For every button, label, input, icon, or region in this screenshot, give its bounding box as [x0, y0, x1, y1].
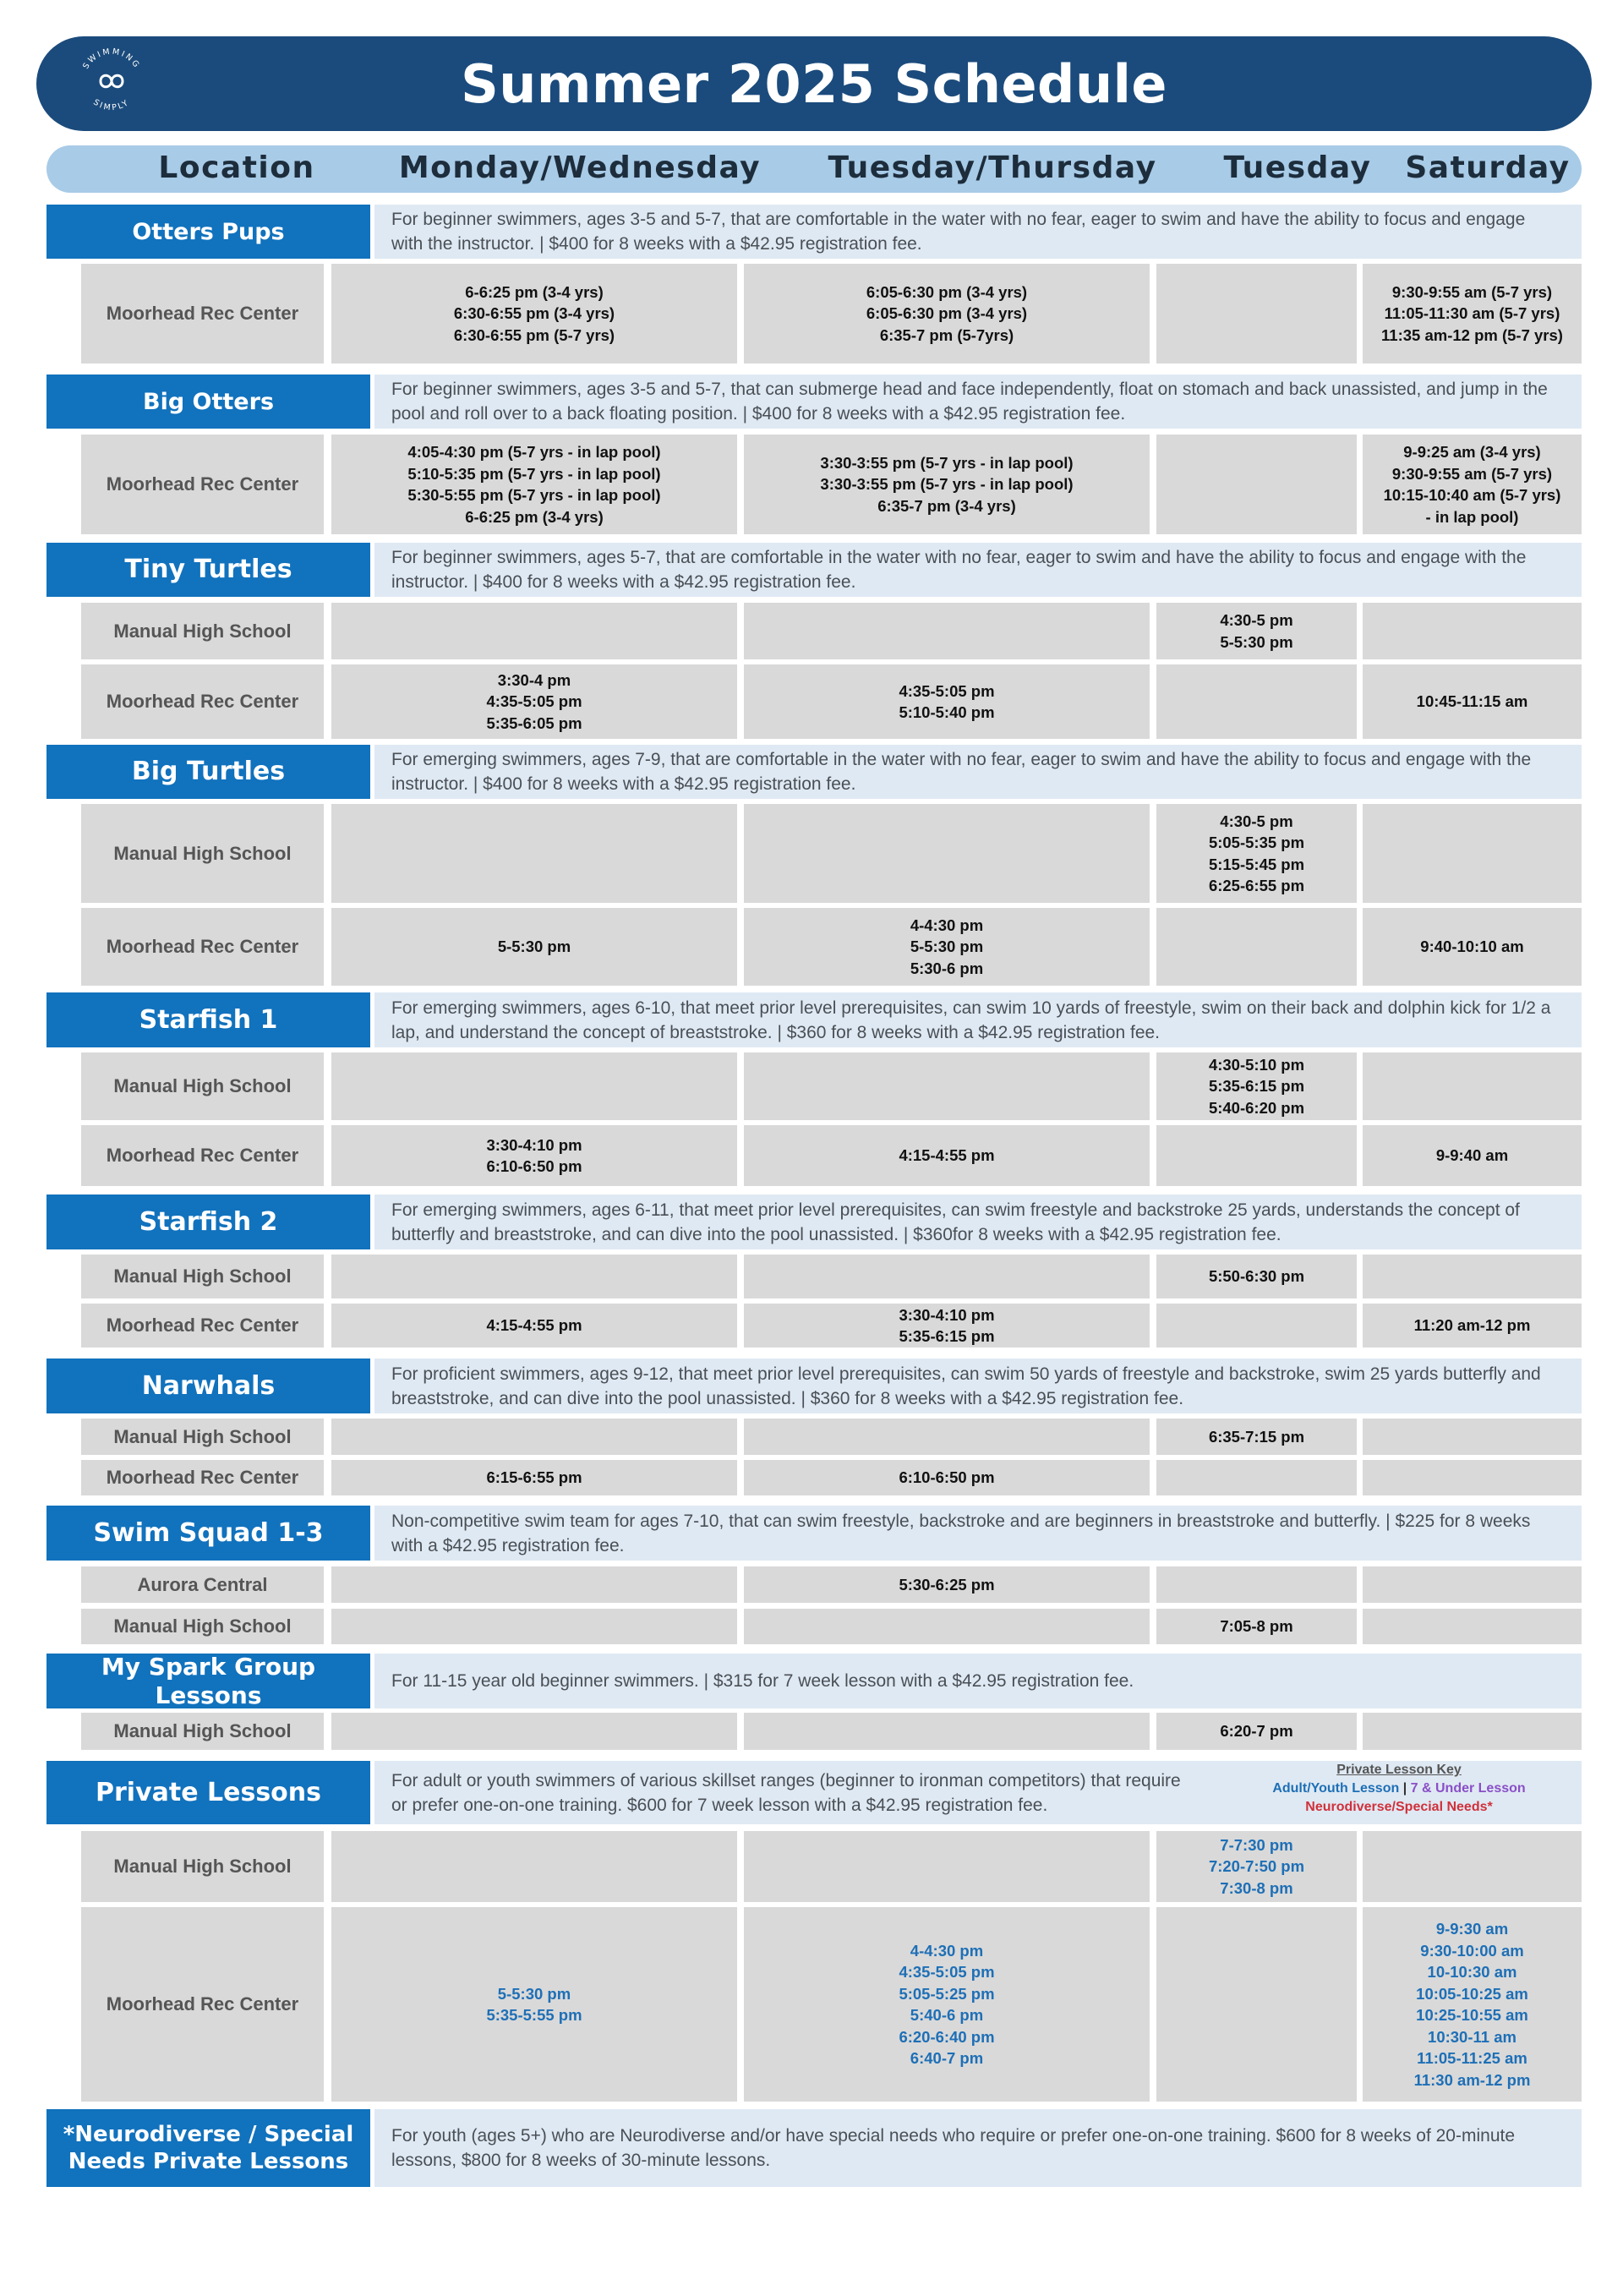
page-title: Summer 2025 Schedule [461, 52, 1167, 115]
section-description-big-turtles: For emerging swimmers, ages 7-9, that are comfortable in the water with no fear, eager to swim and have the ability to focus and engage with the instructor. | $400 for 8 weeks with a $42.95 registration fee. [374, 745, 1582, 799]
schedule-cell-sat [1363, 804, 1582, 903]
section-description-private-lessons: For adult or youth swimmers of various skillset ranges (beginner to ironman competitors) that require or prefer one-on-one training. $600 for 7 week lesson with a $42.95 registration fee. [374, 1761, 1582, 1824]
section-description-tiny-turtles: For beginner swimmers, ages 5-7, that are comfortable in the water with no fear, eager to swim and have the ability to focus and engage with the instructor. | $400 for 8 weeks with a $42.95 registration fee. [374, 543, 1582, 597]
location-cell: Moorhead Rec Center [81, 908, 324, 986]
schedule-cell-sat [1363, 1460, 1582, 1495]
schedule-cell-tuethu: 3:30-4:10 pm 5:35-6:15 pm [744, 1304, 1150, 1348]
column-tuesday: Tuesday [1223, 150, 1372, 185]
schedule-cell-tuethu: 5:30-6:25 pm [744, 1566, 1150, 1603]
section-title-starfish-1: Starfish 1 [46, 992, 370, 1047]
swimming-simply-logo-icon [73, 42, 150, 120]
schedule-cell-sat [1363, 1419, 1582, 1455]
schedule-cell-tuethu [744, 603, 1150, 659]
section-title-otters-pups: Otters Pups [46, 205, 370, 259]
schedule-cell-monwed: 4:05-4:30 pm (5-7 yrs - in lap pool) 5:10-5:35 pm (5-7 yrs - in lap pool) 5:30-5:55 pm (5-7 yrs - in lap pool) 6-6:25 pm (3-4 yrs) [331, 435, 737, 534]
section-description-starfish-2: For emerging swimmers, ages 6-11, that meet prior level prerequisites, can swim freestyle and backstroke 25 yards, understands the concept of butterfly and breaststroke, and can dive into the pool unassisted. | $360for 8 weeks with a $42.95 registration fee. [374, 1194, 1582, 1249]
schedule-cell-tue [1156, 264, 1357, 364]
section-title-private-lessons: Private Lessons [46, 1761, 370, 1824]
schedule-cell-monwed: 6:15-6:55 pm [331, 1460, 737, 1495]
schedule-cell-tue [1156, 1460, 1357, 1495]
schedule-cell-tuethu [744, 1052, 1150, 1120]
schedule-cell-monwed [331, 804, 737, 903]
schedule-cell-tuethu [744, 1713, 1150, 1750]
schedule-cell-sat [1363, 1255, 1582, 1298]
schedule-cell-tuethu: 4:15-4:55 pm [744, 1125, 1150, 1186]
schedule-cell-sat: 9:30-9:55 am (5-7 yrs) 11:05-11:30 am (5-7 yrs) 11:35 am-12 pm (5-7 yrs) [1363, 264, 1582, 364]
schedule-cell-monwed [331, 1052, 737, 1120]
column-monday-wednesday: Monday/Wednesday [398, 150, 762, 185]
schedule-cell-sat [1363, 1713, 1582, 1750]
schedule-cell-tue [1156, 1125, 1357, 1186]
location-cell: Manual High School [81, 1831, 324, 1902]
schedule-cell-monwed [331, 603, 737, 659]
section-title-swim-squad-1-3: Swim Squad 1-3 [46, 1506, 370, 1561]
schedule-cell-tuethu: 4-4:30 pm 4:35-5:05 pm 5:05-5:25 pm 5:40-6 pm 6:20-6:40 pm 6:40-7 pm [744, 1907, 1150, 2102]
key-neurodiverse: Neurodiverse/Special Needs* [1305, 1800, 1493, 1814]
key-adult-youth: Adult/Youth Lesson [1272, 1781, 1400, 1796]
schedule-cell-monwed: 4:15-4:55 pm [331, 1304, 737, 1348]
schedule-cell-monwed [331, 1255, 737, 1298]
location-cell: Manual High School [81, 1713, 324, 1750]
schedule-cell-monwed: 6-6:25 pm (3-4 yrs) 6:30-6:55 pm (3-4 yrs) 6:30-6:55 pm (5-7 yrs) [331, 264, 737, 364]
schedule-cell-monwed [331, 1713, 737, 1750]
section-description-my-spark-group-lessons: For 11-15 year old beginner swimmers. | $315 for 7 week lesson with a $42.95 registration fee. [374, 1654, 1582, 1708]
section-title-tiny-turtles: Tiny Turtles [46, 543, 370, 597]
location-cell: Moorhead Rec Center [81, 1304, 324, 1348]
schedule-cell-monwed: 5-5:30 pm 5:35-5:55 pm [331, 1907, 737, 2102]
section-description-swim-squad-1-3: Non-competitive swim team for ages 7-10, that can swim freestyle, backstroke and are beginners in breaststroke and butterfly. | $225 for 8 weeks with a $42.95 registration fee. [374, 1506, 1582, 1561]
schedule-cell-tuethu: 3:30-3:55 pm (5-7 yrs - in lap pool) 3:30-3:55 pm (5-7 yrs - in lap pool) 6:35-7 pm (3-4 yrs) [744, 435, 1150, 534]
section-description-narwhals: For proficient swimmers, ages 9-12, that meet prior level prerequisites, can swim 50 yards of freestyle and backstroke, swim 25 yards butterfly and breaststroke, and can dive into the pool unassisted. | $360 for 8 weeks with a $42.95 registration fee. [374, 1358, 1582, 1413]
schedule-cell-sat: 11:20 am-12 pm [1363, 1304, 1582, 1348]
schedule-cell-sat: 9-9:40 am [1363, 1125, 1582, 1186]
schedule-cell-tuethu: 6:10-6:50 pm [744, 1460, 1150, 1495]
svg-text:SIMPLY: SIMPLY [91, 97, 132, 113]
location-cell: Moorhead Rec Center [81, 1125, 324, 1186]
schedule-cell-sat: 9-9:25 am (3-4 yrs) 9:30-9:55 am (5-7 yrs) 10:15-10:40 am (5-7 yrs) - in lap pool) [1363, 435, 1582, 534]
schedule-cell-tuethu [744, 1255, 1150, 1298]
location-cell: Moorhead Rec Center [81, 664, 324, 739]
column-saturday: Saturday [1405, 150, 1571, 185]
schedule-cell-sat: 10:45-11:15 am [1363, 664, 1582, 739]
section-title-big-otters: Big Otters [46, 374, 370, 429]
column-tuesday-thursday: Tuesday/Thursday [828, 150, 1157, 185]
schedule-cell-tue [1156, 435, 1357, 534]
schedule-cell-tue: 7:05-8 pm [1156, 1609, 1357, 1644]
location-cell: Manual High School [81, 1419, 324, 1455]
section-title-big-turtles: Big Turtles [46, 745, 370, 799]
schedule-cell-sat [1363, 1609, 1582, 1644]
schedule-cell-tuethu [744, 1419, 1150, 1455]
schedule-cell-monwed: 3:30-4:10 pm 6:10-6:50 pm [331, 1125, 737, 1186]
schedule-cell-monwed [331, 1419, 737, 1455]
section-title-neurodiverse-special-needs-private-lessons: *Neurodiverse / Special Needs Private Lessons [46, 2109, 370, 2187]
schedule-cell-tue [1156, 1566, 1357, 1603]
section-description-neurodiverse-special-needs-private-lessons: For youth (ages 5+) who are Neurodiverse and/or have special needs who require or prefer one-on-one training. $600 for 8 weeks of 20-minute lessons, $800 for 8 weeks of 30-minute lessons. [374, 2109, 1582, 2187]
schedule-cell-tuethu [744, 804, 1150, 903]
location-cell: Manual High School [81, 1255, 324, 1298]
schedule-cell-monwed [331, 1609, 737, 1644]
location-cell: Manual High School [81, 603, 324, 659]
section-title-narwhals: Narwhals [46, 1358, 370, 1413]
location-cell: Manual High School [81, 804, 324, 903]
private-lesson-key [1217, 1761, 1581, 1817]
schedule-cell-tue: 5:50-6:30 pm [1156, 1255, 1357, 1298]
schedule-cell-monwed: 3:30-4 pm 4:35-5:05 pm 5:35-6:05 pm [331, 664, 737, 739]
schedule-cell-tue: 4:30-5 pm 5:05-5:35 pm 5:15-5:45 pm 6:25-6:55 pm [1156, 804, 1357, 903]
schedule-cell-tuethu: 4:35-5:05 pm 5:10-5:40 pm [744, 664, 1150, 739]
location-cell: Moorhead Rec Center [81, 435, 324, 534]
section-description-big-otters: For beginner swimmers, ages 3-5 and 5-7, that can submerge head and face independently, float on stomach and back unassisted, and jump in the pool and roll over to a back floating position. | $400 for 8 weeks with a $42.95 registration fee. [374, 374, 1582, 429]
title-bar [36, 36, 1592, 131]
schedule-cell-tue: 6:20-7 pm [1156, 1713, 1357, 1750]
schedule-cell-sat: 9-9:30 am 9:30-10:00 am 10-10:30 am 10:05-10:25 am 10:25-10:55 am 10:30-11 am 11:05-11:25 am 11:30 am-12 pm [1363, 1907, 1582, 2102]
schedule-cell-sat: 9:40-10:10 am [1363, 908, 1582, 986]
schedule-cell-tue: 4:30-5 pm 5-5:30 pm [1156, 603, 1357, 659]
schedule-cell-tue [1156, 1907, 1357, 2102]
section-description-otters-pups: For beginner swimmers, ages 3-5 and 5-7, that are comfortable in the water with no fear, eager to swim and have the ability to focus and engage with the instructor. | $400 for 8 weeks with a $42.95 registration fee. [374, 205, 1582, 259]
location-cell: Moorhead Rec Center [81, 264, 324, 364]
key-separator: | [1402, 1781, 1407, 1796]
schedule-cell-tuethu [744, 1831, 1150, 1902]
schedule-cell-tue [1156, 664, 1357, 739]
schedule-cell-sat [1363, 1052, 1582, 1120]
schedule-cell-tue: 7-7:30 pm 7:20-7:50 pm 7:30-8 pm [1156, 1831, 1357, 1902]
schedule-cell-tuethu: 4-4:30 pm 5-5:30 pm 5:30-6 pm [744, 908, 1150, 986]
schedule-cell-monwed [331, 1831, 737, 1902]
schedule-cell-sat [1363, 1831, 1582, 1902]
location-cell: Aurora Central [81, 1566, 324, 1603]
schedule-cell-tue [1156, 908, 1357, 986]
key-seven-under: 7 & Under Lesson [1410, 1781, 1526, 1796]
location-cell: Manual High School [81, 1609, 324, 1644]
location-cell: Manual High School [81, 1052, 324, 1120]
schedule-cell-tue: 6:35-7:15 pm [1156, 1419, 1357, 1455]
svg-text:SWIMMING: SWIMMING [81, 46, 142, 71]
section-title-starfish-2: Starfish 2 [46, 1194, 370, 1249]
location-cell: Moorhead Rec Center [81, 1460, 324, 1495]
schedule-cell-sat [1363, 1566, 1582, 1603]
schedule-cell-tue [1156, 1304, 1357, 1348]
column-location: Location [158, 150, 315, 185]
schedule-cell-tuethu [744, 1609, 1150, 1644]
key-title: Private Lesson Key [1336, 1763, 1462, 1777]
schedule-cell-sat [1363, 603, 1582, 659]
schedule-cell-tuethu: 6:05-6:30 pm (3-4 yrs) 6:05-6:30 pm (3-4 yrs) 6:35-7 pm (5-7yrs) [744, 264, 1150, 364]
section-title-my-spark-group-lessons: My Spark Group Lessons [46, 1654, 370, 1708]
column-header-bar [46, 145, 1582, 193]
section-description-starfish-1: For emerging swimmers, ages 6-10, that meet prior level prerequisites, can swim 10 yards of freestyle, swim on their back and dolphin kick for 1/2 a lap, and understand the concept of breaststroke. | $360 for 8 weeks with a $42.95 registration fee. [374, 992, 1582, 1047]
schedule-cell-monwed [331, 1566, 737, 1603]
schedule-cell-monwed: 5-5:30 pm [331, 908, 737, 986]
location-cell: Moorhead Rec Center [81, 1907, 324, 2102]
schedule-cell-tue: 4:30-5:10 pm 5:35-6:15 pm 5:40-6:20 pm [1156, 1052, 1357, 1120]
